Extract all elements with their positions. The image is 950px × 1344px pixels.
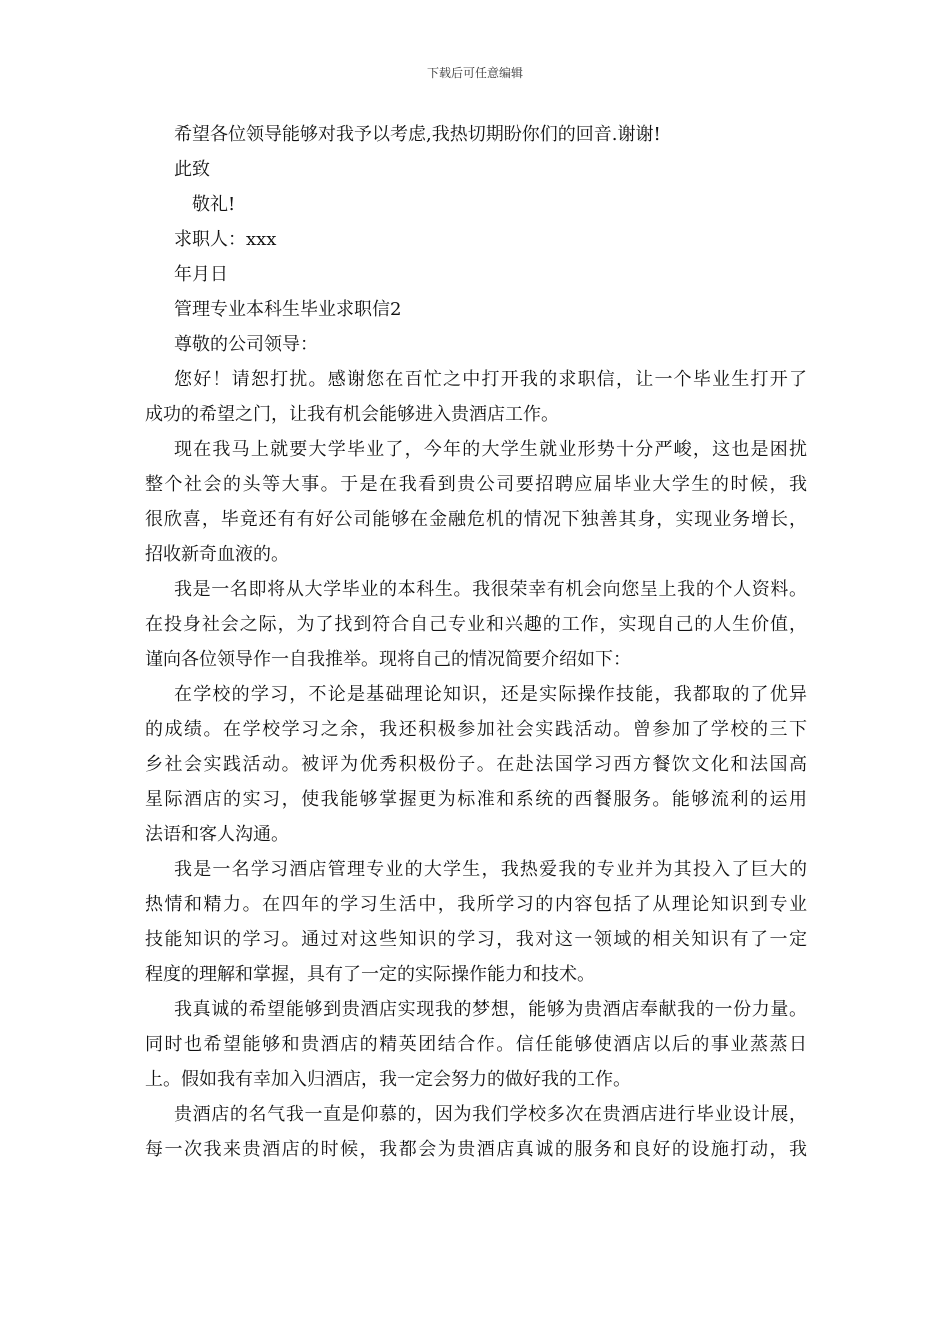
text-line: 同时也希望能够和贵酒店的精英团结合作。信任能够使酒店以后的事业蒸蒸日 xyxy=(145,1034,807,1055)
text-line: 在投身社会之际，为了找到符合自己专业和兴趣的工作，实现自己的人生价值， xyxy=(145,614,807,635)
text-line: 敬礼! xyxy=(192,194,236,215)
text-line: 我是一名即将从大学毕业的本科生。我很荣幸有机会向您呈上我的个人资料。 xyxy=(174,579,807,600)
text-line: 招收新奇血液的。 xyxy=(145,544,289,565)
text-line: 上。假如我有幸加入归酒店，我一定会努力的做好我的工作。 xyxy=(145,1069,631,1090)
text-line: 谨向各位领导作一自我推举。现将自己的情况简要介绍如下： xyxy=(145,649,631,670)
text-line: 每一次我来贵酒店的时候，我都会为贵酒店真诚的服务和良好的设施打动，我 xyxy=(145,1139,807,1160)
text-line: 管理专业本科生毕业求职信2 xyxy=(174,299,402,320)
text-line: 很欣喜，毕竟还有有好公司能够在金融危机的情况下独善其身，实现业务增长， xyxy=(145,509,807,530)
text-line: 您好！请恕打扰。感谢您在百忙之中打开我的求职信，让一个毕业生打开了 xyxy=(174,369,807,390)
text-line: 我是一名学习酒店管理专业的大学生，我热爱我的专业并为其投入了巨大的 xyxy=(174,859,807,880)
text-line: 乡社会实践活动。被评为优秀积极份子。在赴法国学习西方餐饮文化和法国高 xyxy=(145,754,807,775)
text-line: 尊敬的公司领导： xyxy=(174,334,318,355)
page-header: 下载后可任意编辑 xyxy=(426,66,523,80)
text-line: 我真诚的希望能够到贵酒店实现我的梦想，能够为贵酒店奉献我的一份力量。 xyxy=(174,999,807,1020)
text-line: 贵酒店的名气我一直是仰慕的，因为我们学校多次在贵酒店进行毕业设计展， xyxy=(174,1104,807,1125)
document-body xyxy=(145,117,807,1167)
text-line: 年月日 xyxy=(174,264,228,285)
text-line: 的成绩。在学校学习之余，我还积极参加社会实践活动。曾参加了学校的三下 xyxy=(145,719,807,740)
text-line: 热情和精力。在四年的学习生活中，我所学习的内容包括了从理论知识到专业 xyxy=(145,894,807,915)
text-line: 现在我马上就要大学毕业了，今年的大学生就业形势十分严峻，这也是困扰 xyxy=(174,439,807,460)
text-line: 技能知识的学习。通过对这些知识的学习，我对这一领域的相关知识有了一定 xyxy=(145,929,807,950)
text-line: 整个社会的头等大事。于是在我看到贵公司要招聘应届毕业大学生的时候，我 xyxy=(145,474,807,495)
text-line: 成功的希望之门，让我有机会能够进入贵酒店工作。 xyxy=(145,404,559,425)
text-line: 程度的理解和掌握，具有了一定的实际操作能力和技术。 xyxy=(145,964,595,985)
text-line: 法语和客人沟通。 xyxy=(145,824,289,845)
text-line: 希望各位领导能够对我予以考虑,我热切期盼你们的回音.谢谢! xyxy=(174,124,661,145)
text-line: 此致 xyxy=(174,159,210,180)
text-line: 求职人：xxx xyxy=(174,229,277,250)
text-line: 在学校的学习，不论是基础理论知识，还是实际操作技能，我都取的了优异 xyxy=(174,684,807,705)
text-line: 星际酒店的实习，使我能够掌握更为标准和系统的西餐服务。能够流利的运用 xyxy=(145,789,807,810)
